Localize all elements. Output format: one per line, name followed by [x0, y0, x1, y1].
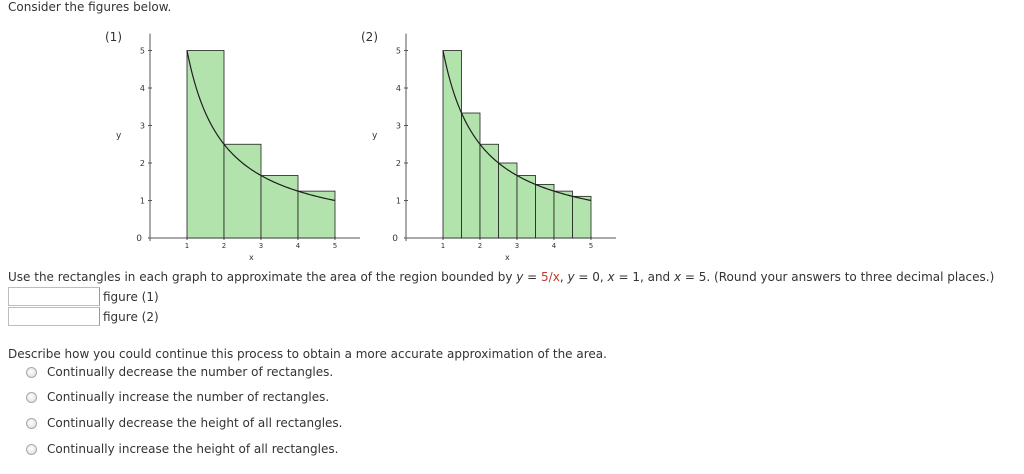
riemann-rectangle — [573, 196, 592, 238]
question-x-var-2: x — [673, 270, 682, 284]
answer-row-figure-1 — [8, 287, 159, 306]
option-decrease-number[interactable] — [26, 364, 333, 380]
figure-1-answer-label: figure (1) — [103, 289, 159, 304]
x-tick-label: 1 — [440, 242, 446, 250]
question-prefix: Use the rectangles in each graph to approximate the area of the region bounded by — [8, 270, 517, 284]
riemann-rectangle — [517, 175, 536, 238]
figure-1-x-axis-label: x — [249, 253, 254, 262]
radio-button[interactable] — [26, 392, 37, 403]
figure-2-answer-label: figure (2) — [103, 309, 159, 324]
x-tick-label: 4 — [551, 242, 557, 250]
riemann-rectangle — [187, 51, 224, 239]
x-tick-label: 2 — [477, 242, 483, 250]
question-y-var: y — [516, 270, 524, 284]
riemann-rectangle — [298, 191, 335, 238]
y-tick-label: 3 — [139, 121, 145, 131]
radio-button[interactable] — [26, 418, 37, 429]
describe-question: Describe how you could continue this process to obtain a more accurate approximation of the area. — [8, 347, 607, 361]
question-eq3: = 1, and — [614, 270, 674, 284]
question-text — [8, 270, 994, 284]
riemann-rectangle — [536, 184, 555, 238]
x-tick-label: 1 — [184, 242, 190, 250]
figure-2-y-axis-label: y — [372, 131, 378, 141]
x-tick-label: 2 — [221, 242, 227, 250]
option-label: Continually decrease the height of all rectangles. — [47, 416, 343, 430]
option-increase-height[interactable] — [26, 441, 338, 457]
riemann-rectangle — [480, 144, 499, 238]
y-tick-label: 0 — [136, 234, 142, 244]
y-tick-label: 2 — [139, 159, 145, 168]
intro-text: Consider the figures below. — [8, 0, 172, 14]
y-tick-label: 1 — [139, 196, 145, 206]
question-x-var: x — [607, 270, 615, 284]
y-tick-label: 5 — [139, 46, 145, 56]
figure-2-x-axis-label: x — [505, 253, 510, 262]
x-tick-label: 4 — [295, 242, 301, 250]
x-tick-label: 3 — [258, 242, 264, 250]
figure-1-y-axis-label: y — [116, 131, 122, 141]
riemann-rectangle — [554, 191, 573, 238]
answer-row-figure-2 — [8, 307, 159, 326]
riemann-rectangle — [224, 144, 261, 238]
y-tick-label: 4 — [139, 84, 145, 93]
question-eq1: = — [523, 270, 542, 284]
x-tick-label: 5 — [332, 242, 338, 250]
figure-1-answer-input[interactable] — [8, 287, 100, 306]
y-tick-label: 0 — [392, 234, 398, 244]
question-eq4: = 5. (Round your answers to three decimal places.) — [681, 270, 995, 284]
y-tick-label: 2 — [395, 159, 401, 168]
question-eq2: = 0, — [574, 270, 608, 284]
figure-2-graph — [356, 26, 616, 262]
x-tick-label: 5 — [588, 242, 594, 250]
question-y-var-2: y — [567, 270, 575, 284]
radio-button[interactable] — [26, 444, 37, 455]
y-tick-label: 5 — [395, 46, 401, 56]
y-tick-label: 4 — [395, 84, 401, 93]
y-tick-label: 1 — [395, 196, 401, 206]
option-label: Continually decrease the number of rectangles. — [47, 365, 334, 379]
option-decrease-height[interactable] — [26, 415, 342, 431]
option-label: Continually increase the number of rectangles. — [47, 390, 330, 404]
figure-1-graph — [100, 26, 360, 262]
x-tick-label: 3 — [514, 242, 520, 250]
radio-button[interactable] — [26, 367, 37, 378]
option-increase-number[interactable] — [26, 389, 329, 405]
figure-2-answer-input[interactable] — [8, 307, 100, 326]
question-function: 5/x — [541, 270, 560, 284]
figure-1-label: (1) — [105, 30, 122, 44]
question-part2: , — [559, 270, 568, 284]
y-tick-label: 3 — [395, 121, 401, 131]
figure-2-label: (2) — [361, 30, 378, 44]
option-label: Continually increase the height of all rectangles. — [47, 442, 339, 456]
riemann-rectangle — [443, 51, 462, 239]
